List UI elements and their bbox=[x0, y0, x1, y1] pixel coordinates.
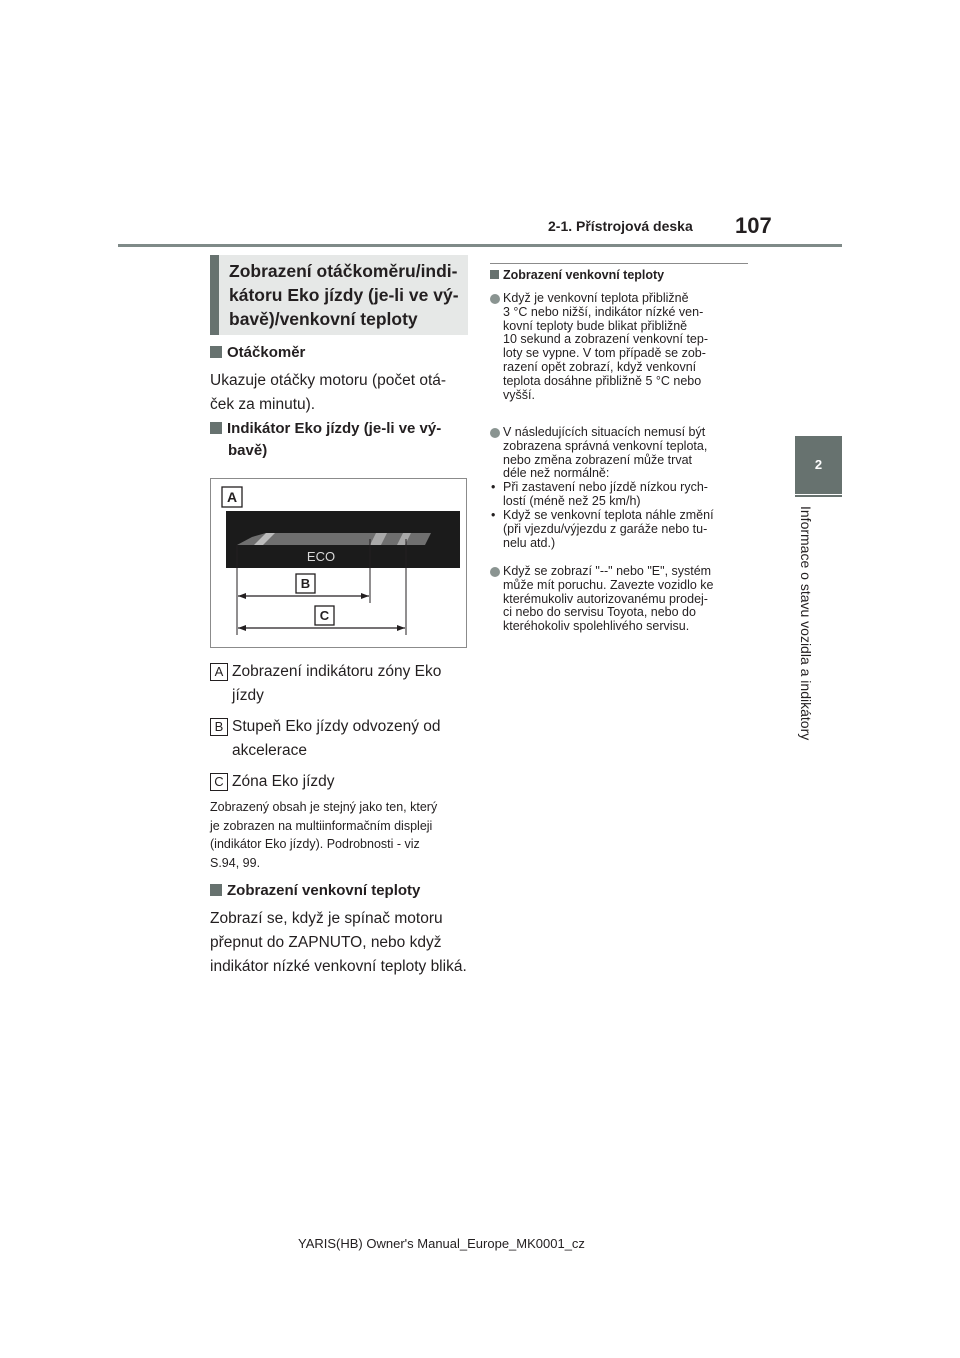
eco-note: Zobrazený obsah je stejný jako ten, který je zobrazen na multiinformačním displeji (indikátor Eko jízdy). Podrobnosti - viz S.94, 99. bbox=[210, 800, 438, 870]
circle-bullet-icon bbox=[490, 567, 500, 577]
label-c-tag: C bbox=[210, 773, 228, 791]
chapter-tab-divider bbox=[795, 495, 842, 497]
label-a-tag: A bbox=[210, 663, 228, 681]
temp-note-item: V následujících situacích nemusí být zobrazena správná venkovní teplota, nebo změna zobrazení může trvat déle než normálně: bbox=[490, 426, 752, 481]
label-a: A bbox=[226, 489, 238, 505]
header-divider bbox=[118, 244, 842, 247]
square-bullet-icon bbox=[210, 884, 222, 896]
section-heading-line: Zobrazení otáčkoměru/indi- bbox=[229, 261, 458, 281]
circle-bullet-icon bbox=[490, 428, 500, 438]
chapter-title: Informace o stavu vozidla a indikátory bbox=[798, 506, 814, 741]
legend-item-a: A Zobrazení indikátoru zóny Eko jízdy bbox=[210, 660, 467, 708]
eco-indicator-heading: Indikátor Eko jízdy (je-li ve vý- bavě) bbox=[210, 418, 441, 462]
square-bullet-icon bbox=[490, 270, 499, 279]
temp-note-item: Když se zobrazí "--" nebo "E", systém může mít poruchu. Zavezte vozidlo ke kterémukoliv autorizovanému prodej- ci nebo do servisu Toyota, nebo do kteréhokoliv spolehlivého servisu. bbox=[490, 565, 752, 634]
label-b-tag: B bbox=[210, 718, 228, 736]
eco-diagram bbox=[211, 479, 466, 647]
right-column-heading: Zobrazení venkovní teploty bbox=[490, 268, 664, 282]
eco-text: ECO bbox=[306, 549, 336, 564]
section-heading-line: bavě)/venkovní teploty bbox=[229, 309, 418, 329]
square-bullet-icon bbox=[210, 422, 222, 434]
circle-bullet-icon bbox=[490, 294, 500, 304]
temp-note-subitem: • Při zastavení nebo jízdě nízkou rych- lostí (méně než 25 km/h) bbox=[491, 480, 708, 508]
footer-text: YARIS(HB) Owner's Manual_Europe_MK0001_cz bbox=[298, 1236, 585, 1251]
page-number: 107 bbox=[735, 213, 772, 238]
arrow-c-right bbox=[397, 625, 405, 631]
dot-bullet-icon: • bbox=[491, 480, 496, 494]
arrow-b-right bbox=[361, 593, 369, 599]
arrow-c-left bbox=[238, 625, 246, 631]
outside-temp-heading: Zobrazení venkovní teploty bbox=[210, 880, 420, 902]
outside-temp-text: Zobrazí se, když je spínač motoru přepnut do ZAPNUTO, nebo když indikátor nízké venkovní teploty bliká. bbox=[210, 910, 467, 975]
legend-item-c: C Zóna Eko jízdy bbox=[210, 770, 467, 794]
arrow-b-left bbox=[238, 593, 246, 599]
right-column-divider bbox=[490, 263, 748, 264]
legend-item-b: B Stupeň Eko jízdy odvozený od akcelerace bbox=[210, 715, 467, 763]
dot-bullet-icon: • bbox=[491, 508, 496, 522]
eco-indicator-figure bbox=[210, 478, 467, 648]
section-title: 2-1. Přístrojová deska bbox=[548, 218, 693, 234]
tachometer-heading: Otáčkoměr bbox=[210, 342, 305, 364]
tachometer-text: Ukazuje otáčky motoru (počet otá- ček za minutu). bbox=[210, 372, 447, 413]
label-b: B bbox=[300, 576, 311, 591]
chapter-tab: 2 bbox=[795, 436, 842, 494]
square-bullet-icon bbox=[210, 346, 222, 358]
temp-note-subitem: • Když se venkovní teplota náhle změní (při vjezdu/výjezdu z garáže nebo tu- nelu atd.) bbox=[491, 508, 714, 550]
temp-note-item: Když je venkovní teplota přibližně 3 °C nebo nižší, indikátor nízké ven- kovní teploty bude blikat přibližně 10 sekund a zobrazení venkovní tep- loty se vypne. V tom případě se zob- razení opět zobrazí, když venkovní teplota dosáhne přibližně 5 °C nebo vyšší. bbox=[490, 292, 752, 402]
section-heading-line: kátoru Eko jízdy (je-li ve vý- bbox=[229, 285, 459, 305]
section-heading-box bbox=[210, 255, 468, 335]
label-c: C bbox=[319, 608, 330, 623]
